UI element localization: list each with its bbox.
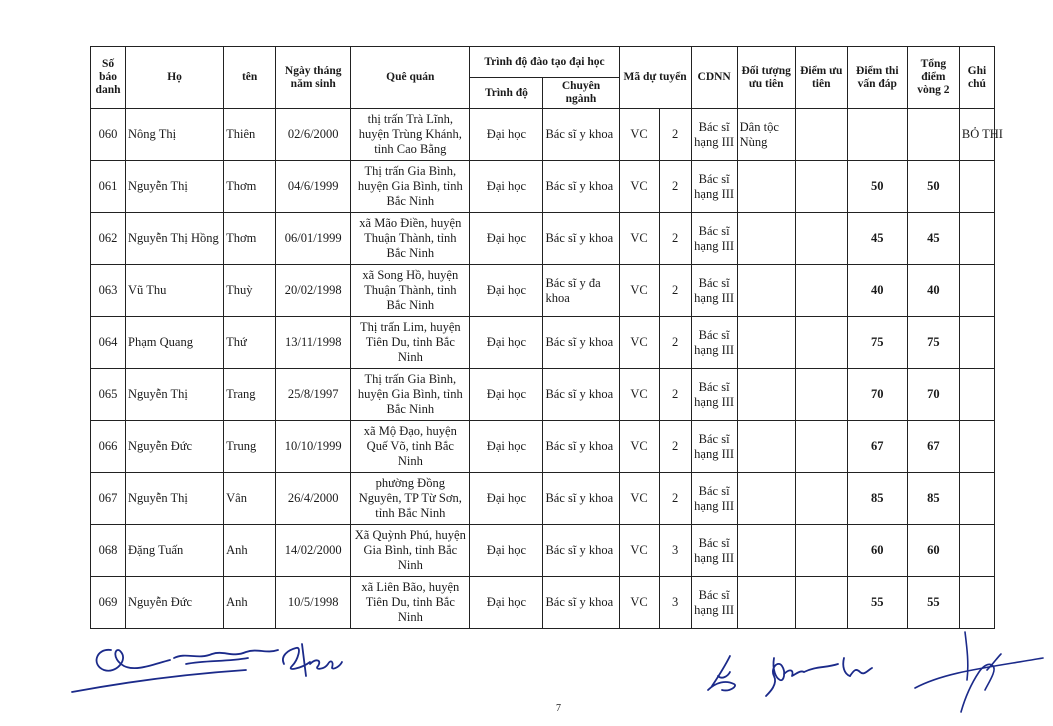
cell-ho: Phạm Quang (126, 317, 224, 369)
cell-que-quan: phường Đồng Nguyên, TP Từ Sơn, tỉnh Bắc Ninh (351, 473, 470, 525)
cell-doi-tuong (737, 577, 795, 629)
cell-ma-so: 3 (659, 525, 691, 577)
cell-sbd: 060 (91, 109, 126, 161)
cell-diem-van-dap: 60 (847, 525, 907, 577)
cell-ho: Nguyễn Đức (126, 577, 224, 629)
cell-diem-uu-tien (795, 213, 847, 265)
cell-doi-tuong: Dân tộc Nùng (737, 109, 795, 161)
table-row (91, 577, 995, 629)
table-row (91, 473, 995, 525)
cell-tong-diem (907, 109, 959, 161)
cell-ho: Nguyễn Thị (126, 473, 224, 525)
cell-tong-diem: 85 (907, 473, 959, 525)
cell-ten: Thơm (224, 161, 276, 213)
cell-chuyen-nganh: Bác sĩ y khoa (543, 161, 619, 213)
cell-ten: Thứ (224, 317, 276, 369)
cell-ghi-chu (959, 577, 994, 629)
table-row (91, 213, 995, 265)
cell-cdnn: Bác sĩ hạng III (691, 317, 737, 369)
table-row (91, 317, 995, 369)
cell-ten: Thuỳ (224, 265, 276, 317)
header-ho: Họ (126, 47, 224, 109)
cell-diem-uu-tien (795, 109, 847, 161)
cell-sbd: 062 (91, 213, 126, 265)
cell-trinh-do: Đại học (470, 109, 543, 161)
cell-ngay-sinh: 10/5/1998 (276, 577, 351, 629)
cell-ho: Nguyễn Thị (126, 369, 224, 421)
cell-doi-tuong (737, 161, 795, 213)
cell-diem-uu-tien (795, 369, 847, 421)
cell-sbd: 061 (91, 161, 126, 213)
cell-diem-van-dap: 55 (847, 577, 907, 629)
cell-cdnn: Bác sĩ hạng III (691, 161, 737, 213)
cell-ten: Trang (224, 369, 276, 421)
cell-chuyen-nganh: Bác sĩ y khoa (543, 317, 619, 369)
cell-sbd: 064 (91, 317, 126, 369)
cell-trinh-do: Đại học (470, 577, 543, 629)
header-sbd: Số báo danh (91, 47, 126, 109)
cell-cdnn: Bác sĩ hạng III (691, 369, 737, 421)
cell-ma-vc: VC (619, 577, 659, 629)
cell-tong-diem: 60 (907, 525, 959, 577)
cell-ma-vc: VC (619, 525, 659, 577)
cell-ho: Nguyễn Thị (126, 161, 224, 213)
cell-ten: Trung (224, 421, 276, 473)
cell-ghi-chu (959, 213, 994, 265)
header-tong-diem: Tổng điểm vòng 2 (907, 47, 959, 109)
page-number: 7 (556, 703, 561, 714)
cell-ma-so: 2 (659, 265, 691, 317)
cell-ma-so: 2 (659, 161, 691, 213)
cell-ma-vc: VC (619, 473, 659, 525)
table-row (91, 265, 995, 317)
cell-que-quan: xã Liên Bão, huyện Tiên Du, tỉnh Bắc Ninh (351, 577, 470, 629)
table-row (91, 161, 995, 213)
cell-ten: Thơm (224, 213, 276, 265)
cell-diem-van-dap: 40 (847, 265, 907, 317)
cell-ngay-sinh: 10/10/1999 (276, 421, 351, 473)
cell-sbd: 068 (91, 525, 126, 577)
cell-trinh-do: Đại học (470, 369, 543, 421)
header-ngay-sinh: Ngày tháng năm sinh (276, 47, 351, 109)
cell-diem-uu-tien (795, 577, 847, 629)
cell-cdnn: Bác sĩ hạng III (691, 577, 737, 629)
cell-que-quan: thị trấn Trà Lĩnh, huyện Trùng Khánh, tỉnh Cao Bằng (351, 109, 470, 161)
cell-doi-tuong (737, 369, 795, 421)
cell-ho: Nguyễn Thị Hồng (126, 213, 224, 265)
cell-trinh-do: Đại học (470, 161, 543, 213)
cell-diem-van-dap (847, 109, 907, 161)
cell-chuyen-nganh: Bác sĩ y khoa (543, 369, 619, 421)
cell-que-quan: Xã Quỳnh Phú, huyện Gia Bình, tỉnh Bắc Ninh (351, 525, 470, 577)
cell-ghi-chu (959, 161, 994, 213)
cell-cdnn: Bác sĩ hạng III (691, 473, 737, 525)
cell-tong-diem: 75 (907, 317, 959, 369)
cell-tong-diem: 70 (907, 369, 959, 421)
cell-diem-van-dap: 70 (847, 369, 907, 421)
cell-ho: Nông Thị (126, 109, 224, 161)
cell-ghi-chu (959, 265, 994, 317)
cell-que-quan: xã Mão Điền, huyện Thuận Thành, tỉnh Bắc Ninh (351, 213, 470, 265)
cell-diem-van-dap: 75 (847, 317, 907, 369)
cell-ma-so: 2 (659, 421, 691, 473)
cell-doi-tuong (737, 473, 795, 525)
header-que-quan: Quê quán (351, 47, 470, 109)
cell-sbd: 063 (91, 265, 126, 317)
cell-trinh-do: Đại học (470, 265, 543, 317)
cell-trinh-do: Đại học (470, 317, 543, 369)
cell-ngay-sinh: 04/6/1999 (276, 161, 351, 213)
cell-que-quan: Thị trấn Lim, huyện Tiên Du, tỉnh Bắc Ninh (351, 317, 470, 369)
candidate-score-table (90, 46, 1003, 629)
cell-diem-uu-tien (795, 473, 847, 525)
cell-ten: Thiên (224, 109, 276, 161)
cell-sbd: 067 (91, 473, 126, 525)
signature-left (66, 630, 356, 700)
cell-doi-tuong (737, 317, 795, 369)
cell-diem-van-dap: 45 (847, 213, 907, 265)
cell-ngay-sinh: 06/01/1999 (276, 213, 351, 265)
cell-ghi-chu (959, 473, 994, 525)
cell-diem-uu-tien (795, 317, 847, 369)
cell-ma-so: 3 (659, 577, 691, 629)
cell-que-quan: xã Song Hồ, huyện Thuận Thành, tỉnh Bắc Ninh (351, 265, 470, 317)
cell-diem-uu-tien (795, 161, 847, 213)
cell-que-quan: Thị trấn Gia Bình, huyện Gia Bình, tỉnh Bắc Ninh (351, 369, 470, 421)
cell-ten: Anh (224, 525, 276, 577)
cell-tong-diem: 40 (907, 265, 959, 317)
cell-ho: Đặng Tuấn (126, 525, 224, 577)
cell-diem-uu-tien (795, 265, 847, 317)
signature-right-2 (760, 640, 880, 700)
cell-ma-vc: VC (619, 317, 659, 369)
cell-tong-diem: 50 (907, 161, 959, 213)
cell-trinh-do: Đại học (470, 421, 543, 473)
cell-trinh-do: Đại học (470, 525, 543, 577)
cell-ma-so: 2 (659, 317, 691, 369)
cell-chuyen-nganh: Bác sĩ y khoa (543, 421, 619, 473)
cell-trinh-do: Đại học (470, 213, 543, 265)
cell-ma-vc: VC (619, 213, 659, 265)
cell-ghi-chu: BỎ THI (959, 109, 994, 161)
header-ghi-chu: Ghi chú (959, 47, 994, 109)
cell-ma-so: 2 (659, 369, 691, 421)
cell-doi-tuong (737, 265, 795, 317)
header-trinh-do: Trình độ (470, 78, 543, 109)
cell-ten: Vân (224, 473, 276, 525)
cell-ma-vc: VC (619, 109, 659, 161)
cell-diem-van-dap: 67 (847, 421, 907, 473)
cell-ngay-sinh: 13/11/1998 (276, 317, 351, 369)
cell-tong-diem: 67 (907, 421, 959, 473)
cell-tong-diem: 45 (907, 213, 959, 265)
cell-trinh-do: Đại học (470, 473, 543, 525)
cell-cdnn: Bác sĩ hạng III (691, 265, 737, 317)
header-cdnn: CDNN (691, 47, 737, 109)
cell-chuyen-nganh: Bác sĩ y khoa (543, 473, 619, 525)
cell-que-quan: xã Mộ Đạo, huyện Quế Võ, tỉnh Bắc Ninh (351, 421, 470, 473)
cell-ngay-sinh: 14/02/2000 (276, 525, 351, 577)
cell-doi-tuong (737, 421, 795, 473)
signature-right-1 (700, 650, 750, 700)
header-trinh-do-group: Trình độ đào tạo đại học (470, 47, 619, 78)
table-row (91, 369, 995, 421)
cell-ghi-chu (959, 525, 994, 577)
cell-ghi-chu (959, 421, 994, 473)
table-row (91, 109, 995, 161)
cell-que-quan: Thị trấn Gia Bình, huyện Gia Bình, tỉnh Bắc Ninh (351, 161, 470, 213)
cell-cdnn: Bác sĩ hạng III (691, 213, 737, 265)
cell-ngay-sinh: 26/4/2000 (276, 473, 351, 525)
header-doi-tuong: Đối tượng ưu tiên (737, 47, 795, 109)
cell-chuyen-nganh: Bác sĩ y khoa (543, 213, 619, 265)
cell-cdnn: Bác sĩ hạng III (691, 421, 737, 473)
cell-diem-uu-tien (795, 525, 847, 577)
cell-ma-so: 2 (659, 213, 691, 265)
header-ten: tên (224, 47, 276, 109)
table-row (91, 525, 995, 577)
cell-chuyen-nganh: Bác sĩ y đa khoa (543, 265, 619, 317)
header-diem-van-dap: Điểm thi vấn đáp (847, 47, 907, 109)
cell-ma-so: 2 (659, 109, 691, 161)
cell-ho: Vũ Thu (126, 265, 224, 317)
cell-ngay-sinh: 20/02/1998 (276, 265, 351, 317)
header-ma-du-tuyen: Mã dự tuyển (619, 47, 691, 109)
table-row (91, 421, 995, 473)
cell-ma-vc: VC (619, 421, 659, 473)
cell-ma-vc: VC (619, 161, 659, 213)
cell-sbd: 066 (91, 421, 126, 473)
cell-ten: Anh (224, 577, 276, 629)
header-diem-uu-tien: Điểm ưu tiên (795, 47, 847, 109)
cell-diem-van-dap: 50 (847, 161, 907, 213)
cell-ma-vc: VC (619, 265, 659, 317)
cell-doi-tuong (737, 213, 795, 265)
header-chuyen-nganh: Chuyên ngành (543, 78, 619, 109)
cell-chuyen-nganh: Bác sĩ y khoa (543, 109, 619, 161)
cell-cdnn: Bác sĩ hạng III (691, 525, 737, 577)
cell-sbd: 065 (91, 369, 126, 421)
cell-diem-van-dap: 85 (847, 473, 907, 525)
cell-ghi-chu (959, 369, 994, 421)
cell-ma-vc: VC (619, 369, 659, 421)
cell-chuyen-nganh: Bác sĩ y khoa (543, 577, 619, 629)
cell-tong-diem: 55 (907, 577, 959, 629)
cell-cdnn: Bác sĩ hạng III (691, 109, 737, 161)
cell-diem-uu-tien (795, 421, 847, 473)
signature-right-3 (905, 628, 1045, 718)
cell-doi-tuong (737, 525, 795, 577)
cell-ghi-chu (959, 317, 994, 369)
cell-ngay-sinh: 02/6/2000 (276, 109, 351, 161)
cell-sbd: 069 (91, 577, 126, 629)
cell-chuyen-nganh: Bác sĩ y khoa (543, 525, 619, 577)
cell-ngay-sinh: 25/8/1997 (276, 369, 351, 421)
cell-ma-so: 2 (659, 473, 691, 525)
cell-ho: Nguyễn Đức (126, 421, 224, 473)
